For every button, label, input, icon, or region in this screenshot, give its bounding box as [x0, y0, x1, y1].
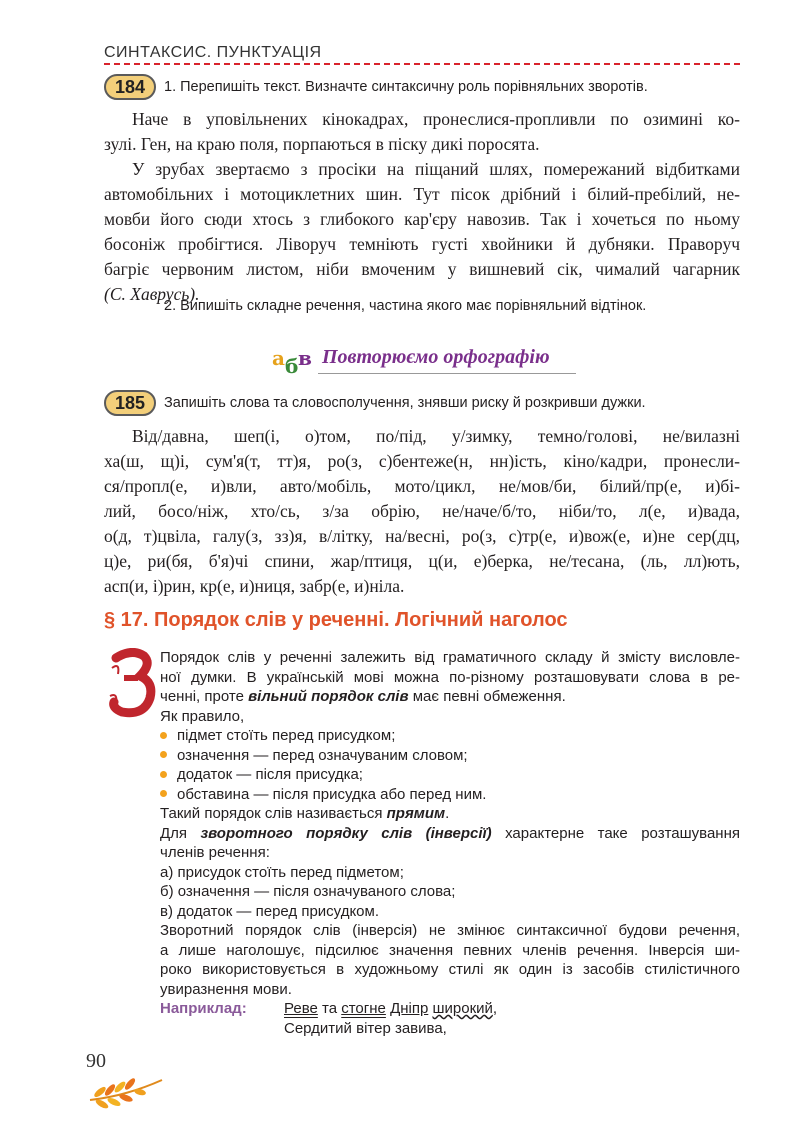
- attribute-word: широкий: [432, 1000, 493, 1017]
- example-label: Наприклад:: [160, 1000, 247, 1017]
- text-line: автомобільних і мотоциклетних шин. Тут пісок дрібний і білий-пребілий, не-: [104, 184, 740, 204]
- text-line: ха(ш, щ)і, сум'я(т, тт)я, ро(з, с)бентеже(н, нн)ість, кіно/кадри, пронесли-: [104, 451, 740, 471]
- text-line: Від/давна, шеп(і, о)том, по/під, у/зимку, темно/голові, не/вилазні: [132, 426, 740, 446]
- theory-line: а лише наголошує, підсилює значення певних членів речення. Інверсія ши-: [160, 941, 740, 959]
- page-number: 90: [86, 1050, 106, 1072]
- running-header: СИНТАКСИС. ПУНКТУАЦІЯ: [104, 44, 322, 61]
- orthography-underline: [318, 373, 576, 374]
- theory-block: [160, 648, 740, 1038]
- theory-line: Для зворотного порядку слів (інверсії) характерне таке розташування: [160, 824, 740, 842]
- bullet-item: обставина — після присудка або перед ним.: [160, 785, 740, 805]
- exercise-184-task-2: 2. Випишіть складне речення, частина якого має порівняльний відтінок.: [164, 298, 647, 314]
- text-line: багріє червоним листом, ніби вмоченим у вишневий сік, чималий чагарник: [104, 259, 740, 279]
- text-line: лий, босо/ніж, хто/сь, з/за обрію, не/наче/б/то, ніби/то, л(е, и)вада,: [104, 501, 740, 521]
- exercise-185-task: Запишіть слова та словосполучення, знявши риску й розкривши дужки.: [164, 395, 646, 411]
- bullet-item: додаток — після присудка;: [160, 765, 740, 785]
- list-item: а) присудок стоїть перед підметом;: [160, 863, 404, 881]
- theory-line: Порядок слів у реченні залежить від граматичного складу й змісту висловле-: [160, 649, 740, 666]
- theory-line: ної думки. В українській мові можна по-різному розташовувати слова в ре-: [160, 668, 740, 686]
- section-title: § 17. Порядок слів у реченні. Логічний наголос: [104, 609, 568, 631]
- svg-text:в: в: [298, 346, 312, 370]
- term-direct: прямим: [386, 805, 446, 822]
- bullet-dot-icon: [160, 751, 167, 758]
- orthography-abc-icon: [270, 343, 316, 379]
- theory-line: членів речення:: [160, 844, 270, 861]
- example-line-2: Сердитий вітер завива,: [284, 1019, 447, 1037]
- predicate-word: Реве: [284, 1000, 318, 1017]
- bullet-item: підмет стоїть перед присудком;: [160, 726, 740, 746]
- list-item: в) додаток — перед присудком.: [160, 902, 379, 920]
- list-item: б) означення — після означуваного слова;: [160, 883, 456, 900]
- text-line: ся/пропл(е, и)вли, авто/мобіль, мото/цикл, не/мов/би, білий/пр(е, и)бі-: [104, 476, 740, 496]
- predicate-word: стогне: [341, 1000, 386, 1017]
- bullet-dot-icon: [160, 732, 167, 739]
- autumn-leaves-icon: [86, 1070, 166, 1110]
- theory-number-three-icon: [108, 648, 156, 720]
- text-line: У зрубах звертаємо з просіки на піщаний шлях, помережаний відбитками: [132, 159, 740, 179]
- exercise-184-badge: 184: [104, 74, 156, 100]
- svg-text:а: а: [272, 346, 285, 370]
- source-citation: (С. Хаврусь).: [104, 284, 200, 304]
- text-line: зулі. Ген, на краю поля, порпаються в піску дикі поросята.: [104, 134, 540, 154]
- exercise-184-task-1: 1. Перепишіть текст. Визначте синтаксичну роль порівняльних зворотів.: [164, 79, 648, 95]
- theory-line: Такий порядок слів називається прямим.: [160, 805, 450, 822]
- subject-word: Дніпр: [390, 1000, 429, 1017]
- term-inversion: зворотного порядку слів (інверсії): [200, 824, 492, 842]
- bullet-dot-icon: [160, 771, 167, 778]
- term-free-order: вільний порядок слів: [248, 688, 409, 705]
- bullet-dot-icon: [160, 790, 167, 797]
- exercise-184-text: [104, 107, 740, 307]
- text-line: ц)е, ри(бя, б'я)чі спини, жар/птиця, ц(и, е)берка, не/тесана, (ль, лл)ють,: [104, 551, 740, 571]
- theory-line: ченні, проте вільний порядок слів має певні обмеження.: [160, 688, 566, 705]
- bullet-item: означення — перед означуваним словом;: [160, 746, 740, 766]
- theory-line: Зворотний порядок слів (інверсія) не змінює синтаксичної будови речення,: [160, 922, 740, 939]
- theory-line: Як правило,: [160, 707, 245, 725]
- text-line: босоніж пробігтися. Ліворуч темніють густі хвойники й дубняки. Праворуч: [104, 234, 740, 254]
- example-line: Наприклад: Реве та стогне Дніпр широкий,: [160, 1000, 498, 1017]
- exercise-185-badge: 185: [104, 390, 156, 416]
- text-line: Наче в уповільнених кінокадрах, пронеслися-пропливли по озимині ко-: [132, 109, 740, 129]
- theory-line: увиразнення мови.: [160, 980, 292, 998]
- orthography-title: Повторюємо орфографію: [322, 346, 550, 368]
- text-line: о(д, т)цвіла, галу(з, зз)я, в/літку, на/весні, ро(з, с)тр(е, и)вож(е, и)не сер(дц,: [104, 526, 740, 546]
- text-line: мовби його сюди хтось з глибокого кар'єру навозив. Так і хочеться по ньому: [104, 209, 740, 229]
- exercise-185-text: [104, 424, 740, 599]
- theory-line: роко використовується в художньому стилі як один із засобів стилістичного: [160, 961, 740, 978]
- text-line: асп(и, і)рин, кр(е, и)ниця, забр(е, и)ніла.: [104, 576, 405, 596]
- svg-text:б: б: [285, 354, 299, 378]
- header-divider: [104, 63, 740, 65]
